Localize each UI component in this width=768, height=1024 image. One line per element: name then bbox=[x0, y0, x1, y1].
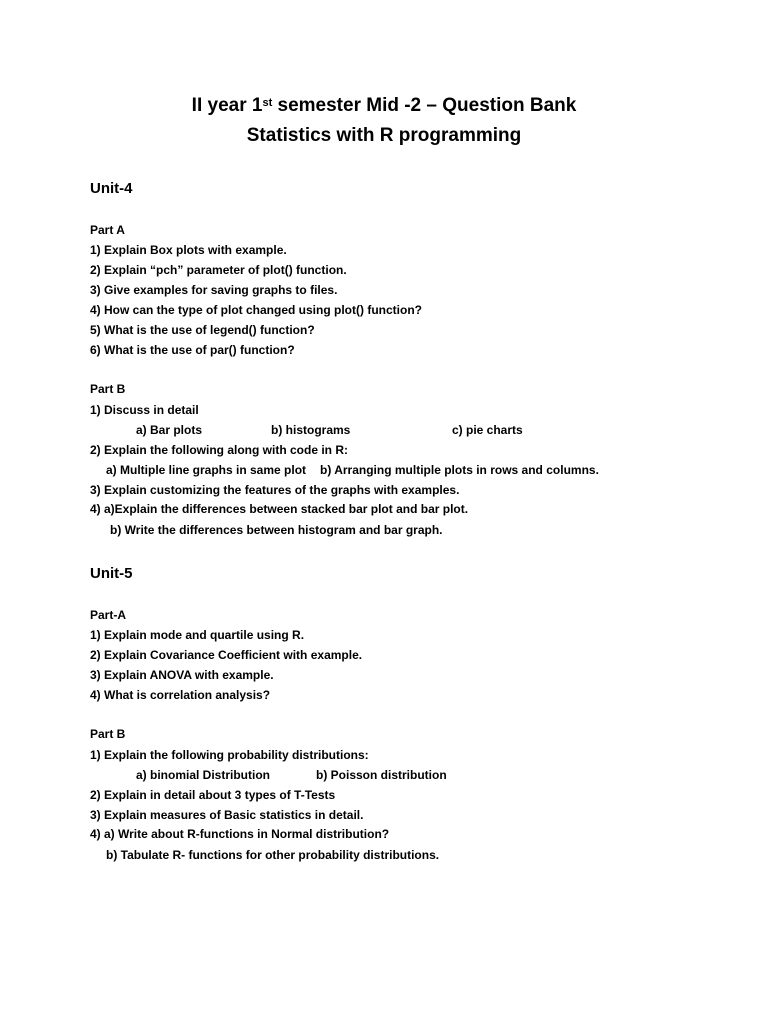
unit-5-part-b-question: 2) Explain in detail about 3 types of T-Tests bbox=[90, 788, 336, 802]
unit-5-part-a-question: 2) Explain Covariance Coefficient with example. bbox=[90, 648, 363, 662]
unit-5-part-b-question: 4) a) Write about R-functions in Normal distribution? bbox=[90, 827, 390, 841]
unit-5-part-b-subitem: b) Poisson distribution bbox=[316, 768, 447, 782]
unit-4-part-b-subitem: b) histograms bbox=[271, 423, 351, 437]
unit-5-part-b-question: 3) Explain measures of Basic statistics in detail. bbox=[90, 808, 364, 822]
unit-5-heading: Unit-5 bbox=[90, 565, 133, 582]
unit-5-part-b-subitem: b) Tabulate R- functions for other probability distributions. bbox=[106, 848, 440, 862]
page-title bbox=[0, 94, 768, 118]
unit-4-part-a-question: 3) Give examples for saving graphs to files. bbox=[90, 283, 338, 297]
title-superscript: st bbox=[262, 97, 273, 109]
unit-5-part-b-question: 1) Explain the following probability distributions: bbox=[90, 748, 369, 762]
unit-4-part-b-question: 3) Explain customizing the features of the graphs with examples. bbox=[90, 483, 460, 497]
unit-4-part-a-question: 6) What is the use of par() function? bbox=[90, 343, 295, 357]
unit-4-part-b-question: 4) a)Explain the differences between stacked bar plot and bar plot. bbox=[90, 502, 469, 516]
unit-4-part-a-question: 5) What is the use of legend() function? bbox=[90, 323, 315, 337]
title-text-end: semester Mid -2 – Question Bank bbox=[272, 95, 577, 116]
unit-4-part-a-question: 1) Explain Box plots with example. bbox=[90, 243, 287, 257]
title-text-start: II year 1 bbox=[191, 95, 263, 116]
unit-5-part-a-label: Part-A bbox=[90, 608, 127, 622]
unit-4-part-b-subitem: a) Bar plots bbox=[136, 423, 203, 437]
unit-4-part-b-question: 1) Discuss in detail bbox=[90, 403, 199, 417]
unit-5-part-a-question: 3) Explain ANOVA with example. bbox=[90, 668, 274, 682]
unit-5-part-b-label: Part B bbox=[90, 727, 126, 741]
unit-4-part-a-question: 2) Explain “pch” parameter of plot() function. bbox=[90, 263, 347, 277]
unit-4-part-b-subitem: b) Arranging multiple plots in rows and columns. bbox=[320, 463, 599, 477]
unit-4-part-a-question: 4) How can the type of plot changed using plot() function? bbox=[90, 303, 422, 317]
unit-4-part-b-subitem: b) Write the differences between histogram and bar graph. bbox=[110, 523, 443, 537]
unit-5-part-b-subitem: a) binomial Distribution bbox=[136, 768, 270, 782]
unit-4-part-b-label: Part B bbox=[90, 382, 126, 396]
unit-4-part-a-label: Part A bbox=[90, 223, 125, 237]
unit-4-heading: Unit-4 bbox=[90, 180, 133, 197]
unit-5-part-a-question: 4) What is correlation analysis? bbox=[90, 688, 271, 702]
unit-5-part-a-question: 1) Explain mode and quartile using R. bbox=[90, 628, 305, 642]
unit-4-part-b-question: 2) Explain the following along with code in R: bbox=[90, 443, 348, 457]
page-subtitle: Statistics with R programming bbox=[246, 125, 522, 146]
unit-4-part-b-subitem: a) Multiple line graphs in same plot bbox=[106, 463, 307, 477]
unit-4-part-b-subitem: c) pie charts bbox=[452, 423, 523, 437]
